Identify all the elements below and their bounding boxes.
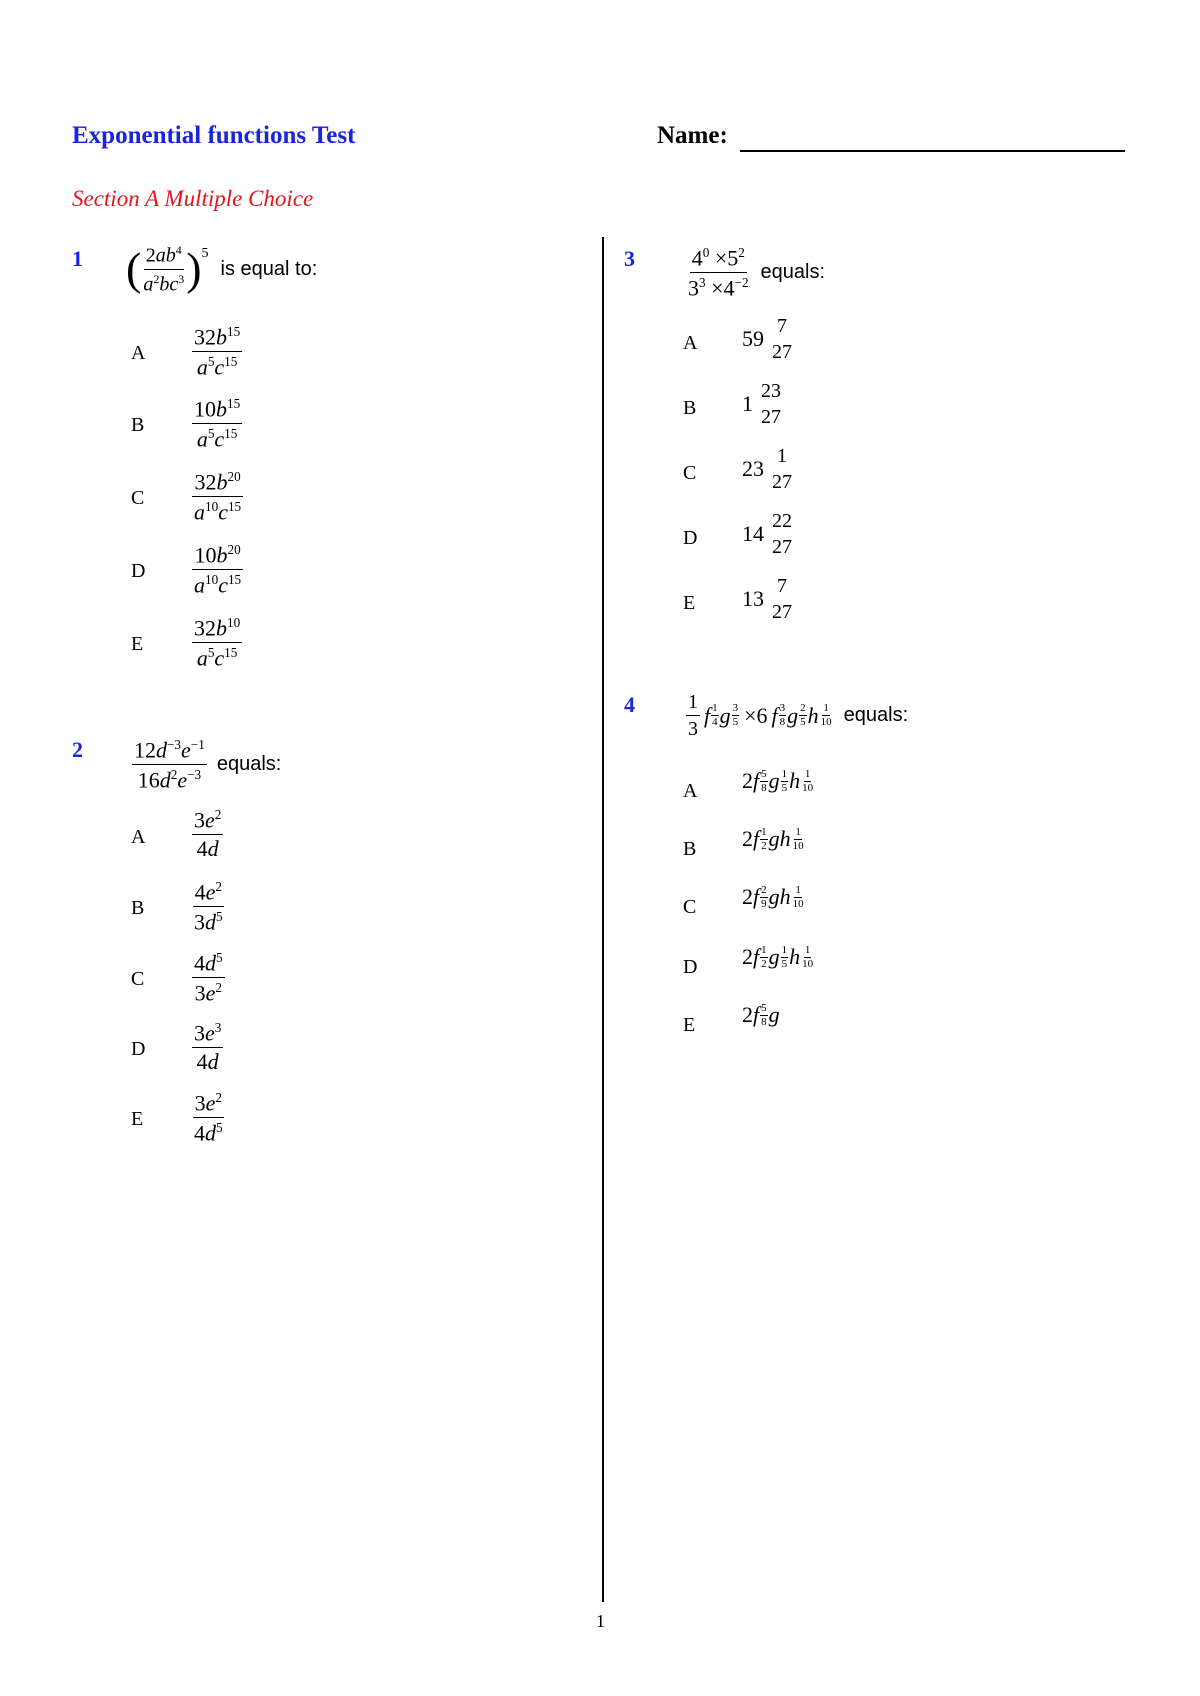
option-answer: $\frac{10b^{15}}{a^5c^{15}}$ xyxy=(194,396,241,452)
q1-expression: $\frac{2ab^4}{a^2bc^3}$ xyxy=(143,243,185,296)
q3-expression: $\frac{4^0 \times 5^2}{3^3 \times 4^{-2}}$ xyxy=(688,245,749,301)
option-label[interactable]: A xyxy=(131,342,146,364)
name-field-line[interactable] xyxy=(740,150,1125,152)
column-divider xyxy=(602,237,604,1602)
option-answer: $\frac{32b^{10}}{a^5c^{15}}$ xyxy=(194,615,241,671)
option-label[interactable]: E xyxy=(683,1014,696,1036)
q2-expression: $\frac{12d^{-3}e^{-1}}{16d^2e^{-3}}$ xyxy=(134,737,205,793)
question-3-stem xyxy=(686,246,825,300)
page-title: Exponential functions Test xyxy=(72,122,356,149)
question-prompt: equals: xyxy=(216,753,282,776)
option-label[interactable]: D xyxy=(683,956,698,978)
option-label[interactable]: B xyxy=(131,897,145,919)
option-label[interactable]: D xyxy=(683,527,698,549)
option-answer: $\frac{32b^{15}}{a^5c^{15}}$ xyxy=(194,324,241,380)
option-label[interactable]: C xyxy=(131,968,145,990)
question-1-stem: ( $\frac{2ab^4}{a^2bc^3}$ ) 5 is equal to: xyxy=(126,243,318,296)
q4-coefficient: $\frac{1}{3}$ xyxy=(688,691,698,740)
question-4-stem: $\frac{1}{3}$ f $\frac{1}{4}$ g $\frac{3}{5}$ ×6 f $\frac{3}{8}$ g $\frac{2}{5}$ h $\frac{1}{10}$ equals: xyxy=(688,691,909,740)
option-answer: 23 1 27 xyxy=(742,445,792,493)
option-label[interactable]: D xyxy=(131,560,146,582)
option-label[interactable]: A xyxy=(683,780,698,802)
question-2-stem xyxy=(132,738,281,792)
option-answer: 59 7 27 xyxy=(742,315,792,363)
option-label[interactable]: B xyxy=(683,397,697,419)
question-prompt: is equal to: xyxy=(220,257,318,280)
option-answer: $\frac{3e^3}{4d}$ xyxy=(194,1020,222,1075)
option-answer: 2f $\frac{5}{8}$ g xyxy=(742,1001,780,1028)
section-heading: Section A Multiple Choice xyxy=(72,186,314,211)
option-answer: 2f $\frac{5}{8}$ g $\frac{1}{5}$ h $\frac{1}{10}$ xyxy=(742,767,814,794)
option-label[interactable]: D xyxy=(131,1038,146,1060)
option-answer: $\frac{3e^2}{4d}$ xyxy=(194,807,222,862)
name-label: Name: xyxy=(657,122,728,149)
option-label[interactable]: C xyxy=(683,896,697,918)
question-number: 2 xyxy=(72,737,83,762)
question-prompt: equals: xyxy=(843,704,909,726)
option-label[interactable]: B xyxy=(131,414,145,436)
option-label[interactable]: E xyxy=(683,592,696,614)
question-number: 3 xyxy=(624,246,635,271)
option-answer: 1 23 27 xyxy=(742,380,781,428)
option-label[interactable]: C xyxy=(683,462,697,484)
option-answer: 13 7 27 xyxy=(742,575,792,623)
option-label[interactable]: B xyxy=(683,838,697,860)
option-answer: $\frac{4d^5}{3e^2}$ xyxy=(194,950,223,1006)
option-answer: $\frac{4e^2}{3d^5}$ xyxy=(194,879,223,935)
option-answer: 2f $\frac{1}{2}$ gh $\frac{1}{10}$ xyxy=(742,825,804,852)
question-number: 4 xyxy=(624,692,635,717)
option-answer: 2f $\frac{1}{2}$ g $\frac{1}{5}$ h $\frac{1}{10}$ xyxy=(742,943,814,970)
option-label[interactable]: E xyxy=(131,1108,144,1130)
option-label[interactable]: A xyxy=(683,332,698,354)
question-prompt: equals: xyxy=(760,261,826,284)
option-label[interactable]: A xyxy=(131,826,146,848)
page-number: 1 xyxy=(596,1611,605,1631)
option-answer: $\frac{10b^{20}}{a^{10}c^{15}}$ xyxy=(194,542,242,598)
option-label[interactable]: C xyxy=(131,487,145,509)
question-number: 1 xyxy=(72,246,83,271)
option-answer: $\frac{3e^2}{4d^5}$ xyxy=(194,1090,223,1146)
option-answer: 14 22 27 xyxy=(742,510,792,558)
option-answer: $\frac{32b^{20}}{a^{10}c^{15}}$ xyxy=(194,469,242,525)
option-label[interactable]: E xyxy=(131,633,144,655)
option-answer: 2f $\frac{2}{9}$ gh $\frac{1}{10}$ xyxy=(742,883,804,910)
